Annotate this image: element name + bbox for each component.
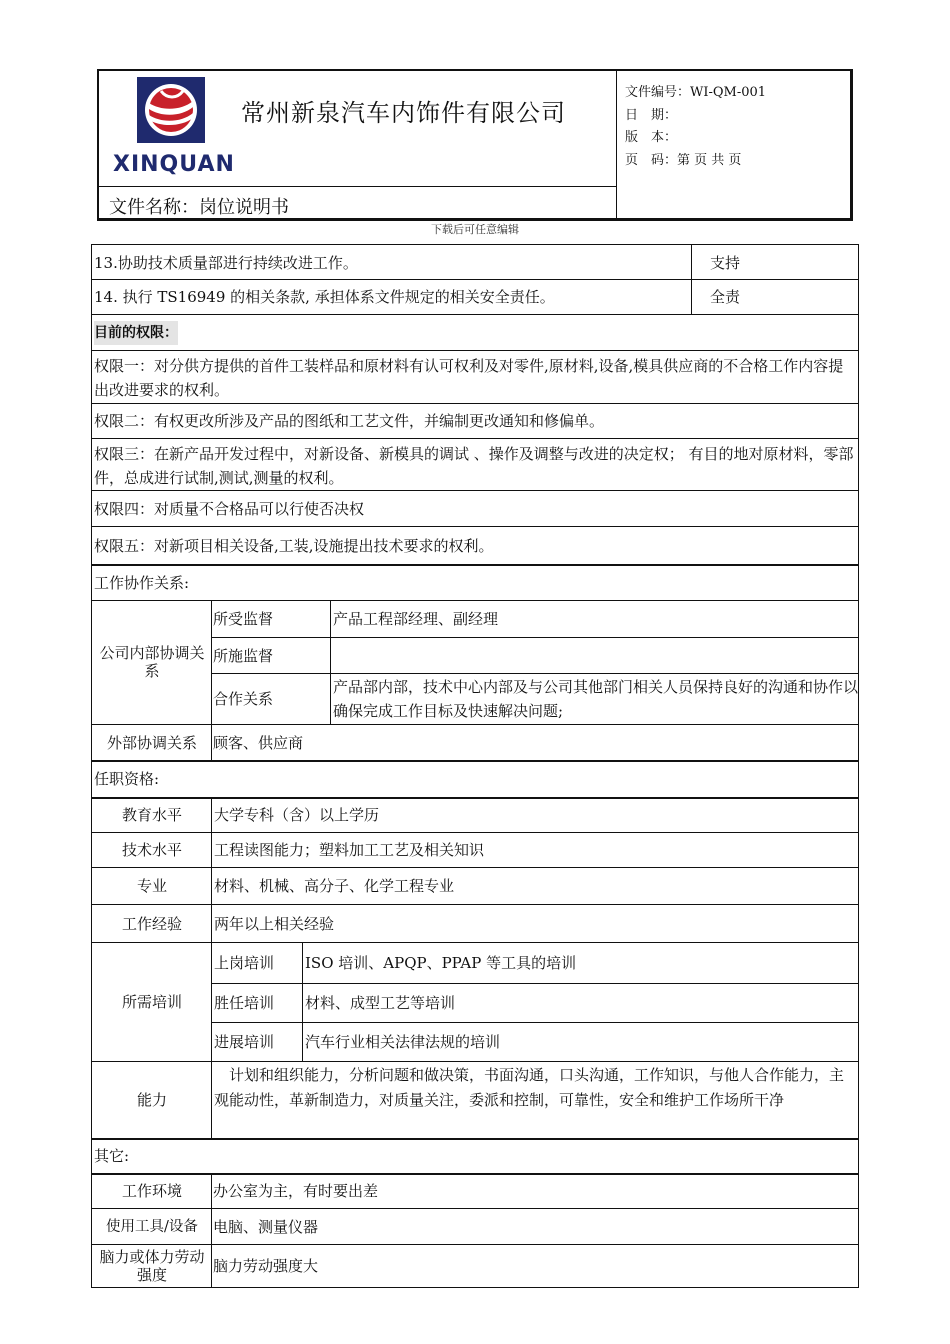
work-environment-label: 工作环境 bbox=[121, 1182, 182, 1200]
authority-item-5: 权限五：对新项目相关设备,工装,设施提出技术要求的权利。 bbox=[94, 536, 494, 555]
technical-level-label: 技术水平 bbox=[121, 841, 182, 859]
onboarding-training-value: ISO 培训、APQP、PPAP 等工具的培训 bbox=[305, 954, 577, 972]
duty-13-text: 13.协助技术质量部进行持续改进工作。 bbox=[94, 254, 358, 272]
logo-text: XINQUAN bbox=[113, 152, 235, 177]
cooperation-value: 产品部内部，技术中心内部及与公司其他部门相关人员保持良好的沟通和协作以确保完成工作目标及快速解决问题; bbox=[333, 678, 859, 720]
supervised-by-label: 所受监督 bbox=[213, 610, 274, 628]
cooperation-section-title: 工作协作关系: bbox=[94, 574, 190, 592]
supervises-value bbox=[333, 639, 856, 672]
labor-intensity-value: 脑力劳动强度大 bbox=[213, 1257, 319, 1275]
advanced-training-label: 进展培训 bbox=[214, 1033, 275, 1051]
education-label: 教育水平 bbox=[121, 806, 182, 824]
doc-date: 日 期： bbox=[625, 107, 678, 123]
other-section-title: 其它: bbox=[94, 1147, 130, 1165]
edit-note: 下载后可任意编辑 bbox=[431, 223, 519, 236]
company-row bbox=[99, 71, 616, 187]
doc-version: 版 本： bbox=[625, 130, 678, 145]
doc-number: 文件编号：WI-QM-001 bbox=[625, 85, 767, 100]
xinquan-logo-icon bbox=[137, 77, 205, 143]
technical-level-value: 工程读图能力；塑料加工工艺及相关知识 bbox=[214, 841, 485, 859]
training-label: 所需培训 bbox=[121, 993, 182, 1011]
major-value: 材料、机械、高分子、化学工程专业 bbox=[214, 877, 455, 895]
document-name: 文件名称：岗位说明书 bbox=[109, 197, 289, 218]
education-value: 大学专科（含）以上学历 bbox=[214, 806, 380, 824]
experience-label: 工作经验 bbox=[121, 914, 182, 933]
internal-coordination-label: 公司内部协调关系 bbox=[99, 644, 205, 680]
authority-item-2: 权限二：有权更改所涉及产品的图纸和工艺文件，并编制更改通知和修偏单。 bbox=[94, 412, 605, 430]
authority-item-1: 权限一：对分供方提供的首件工装样品和原材料有认可权利及对零件,原材料,设备,模具供应商的不合格工作内容提出改进要求的权利。 bbox=[94, 357, 844, 399]
tools-value: 电脑、测量仪器 bbox=[213, 1217, 319, 1236]
ability-value: 计划和组织能力，分析问题和做决策，书面沟通，口头沟通，工作知识，与他人合作能力，主观能动性，革新制造力，对质量关注，委派和控制，可靠性，安全和维护工作场所干净 bbox=[214, 1066, 845, 1109]
duty-13-role: 支持 bbox=[710, 254, 741, 272]
supervises-label: 所施监督 bbox=[213, 646, 274, 665]
experience-value: 两年以上相关经验 bbox=[214, 914, 335, 933]
authority-item-4: 权限四：对质量不合格品可以行使否决权 bbox=[94, 499, 365, 518]
work-environment-value: 办公室为主，有时要出差 bbox=[213, 1182, 379, 1200]
external-coordination-value: 顾客、供应商 bbox=[213, 733, 304, 752]
competency-training-label: 胜任培训 bbox=[214, 994, 275, 1012]
authority-title-text: 目前的权限： bbox=[94, 321, 178, 345]
qualification-section-title: 任职资格: bbox=[94, 770, 160, 788]
major-label: 专业 bbox=[136, 877, 167, 895]
labor-intensity-label: 脑力或体力劳动强度 bbox=[99, 1248, 205, 1284]
tools-label: 使用工具/设备 bbox=[106, 1218, 198, 1235]
duty-14-role: 全责 bbox=[710, 288, 741, 306]
company-logo bbox=[113, 77, 235, 181]
job-description-table bbox=[91, 244, 859, 1288]
document-header bbox=[97, 69, 853, 221]
cooperation-label: 合作关系 bbox=[213, 690, 274, 708]
competency-training-value: 材料、成型工艺等培训 bbox=[305, 994, 456, 1012]
authority-section-title bbox=[94, 317, 794, 349]
ability-label: 能力 bbox=[136, 1091, 167, 1109]
supervised-by-value: 产品工程部经理、副经理 bbox=[333, 610, 499, 628]
company-name: 常州新泉汽车内饰件有限公司 bbox=[241, 99, 566, 127]
doc-page: 页 码：第 页 共 页 bbox=[625, 152, 742, 168]
authority-item-3: 权限三：在新产品开发过程中，对新设备、新模具的调试 、操作及调整与改进的决定权； 有目的地对原材料，零部件，总成进行试制,测试,测量的权利。 bbox=[94, 445, 854, 487]
onboarding-training-label: 上岗培训 bbox=[214, 954, 275, 972]
document-meta bbox=[625, 82, 766, 172]
external-coordination-label: 外部协调关系 bbox=[106, 733, 197, 752]
duty-14-text: 14. 执行 TS16949 的相关条款, 承担体系文件规定的相关安全责任。 bbox=[94, 288, 555, 306]
header-left bbox=[99, 71, 617, 218]
advanced-training-value: 汽车行业相关法律法规的培训 bbox=[305, 1033, 501, 1051]
